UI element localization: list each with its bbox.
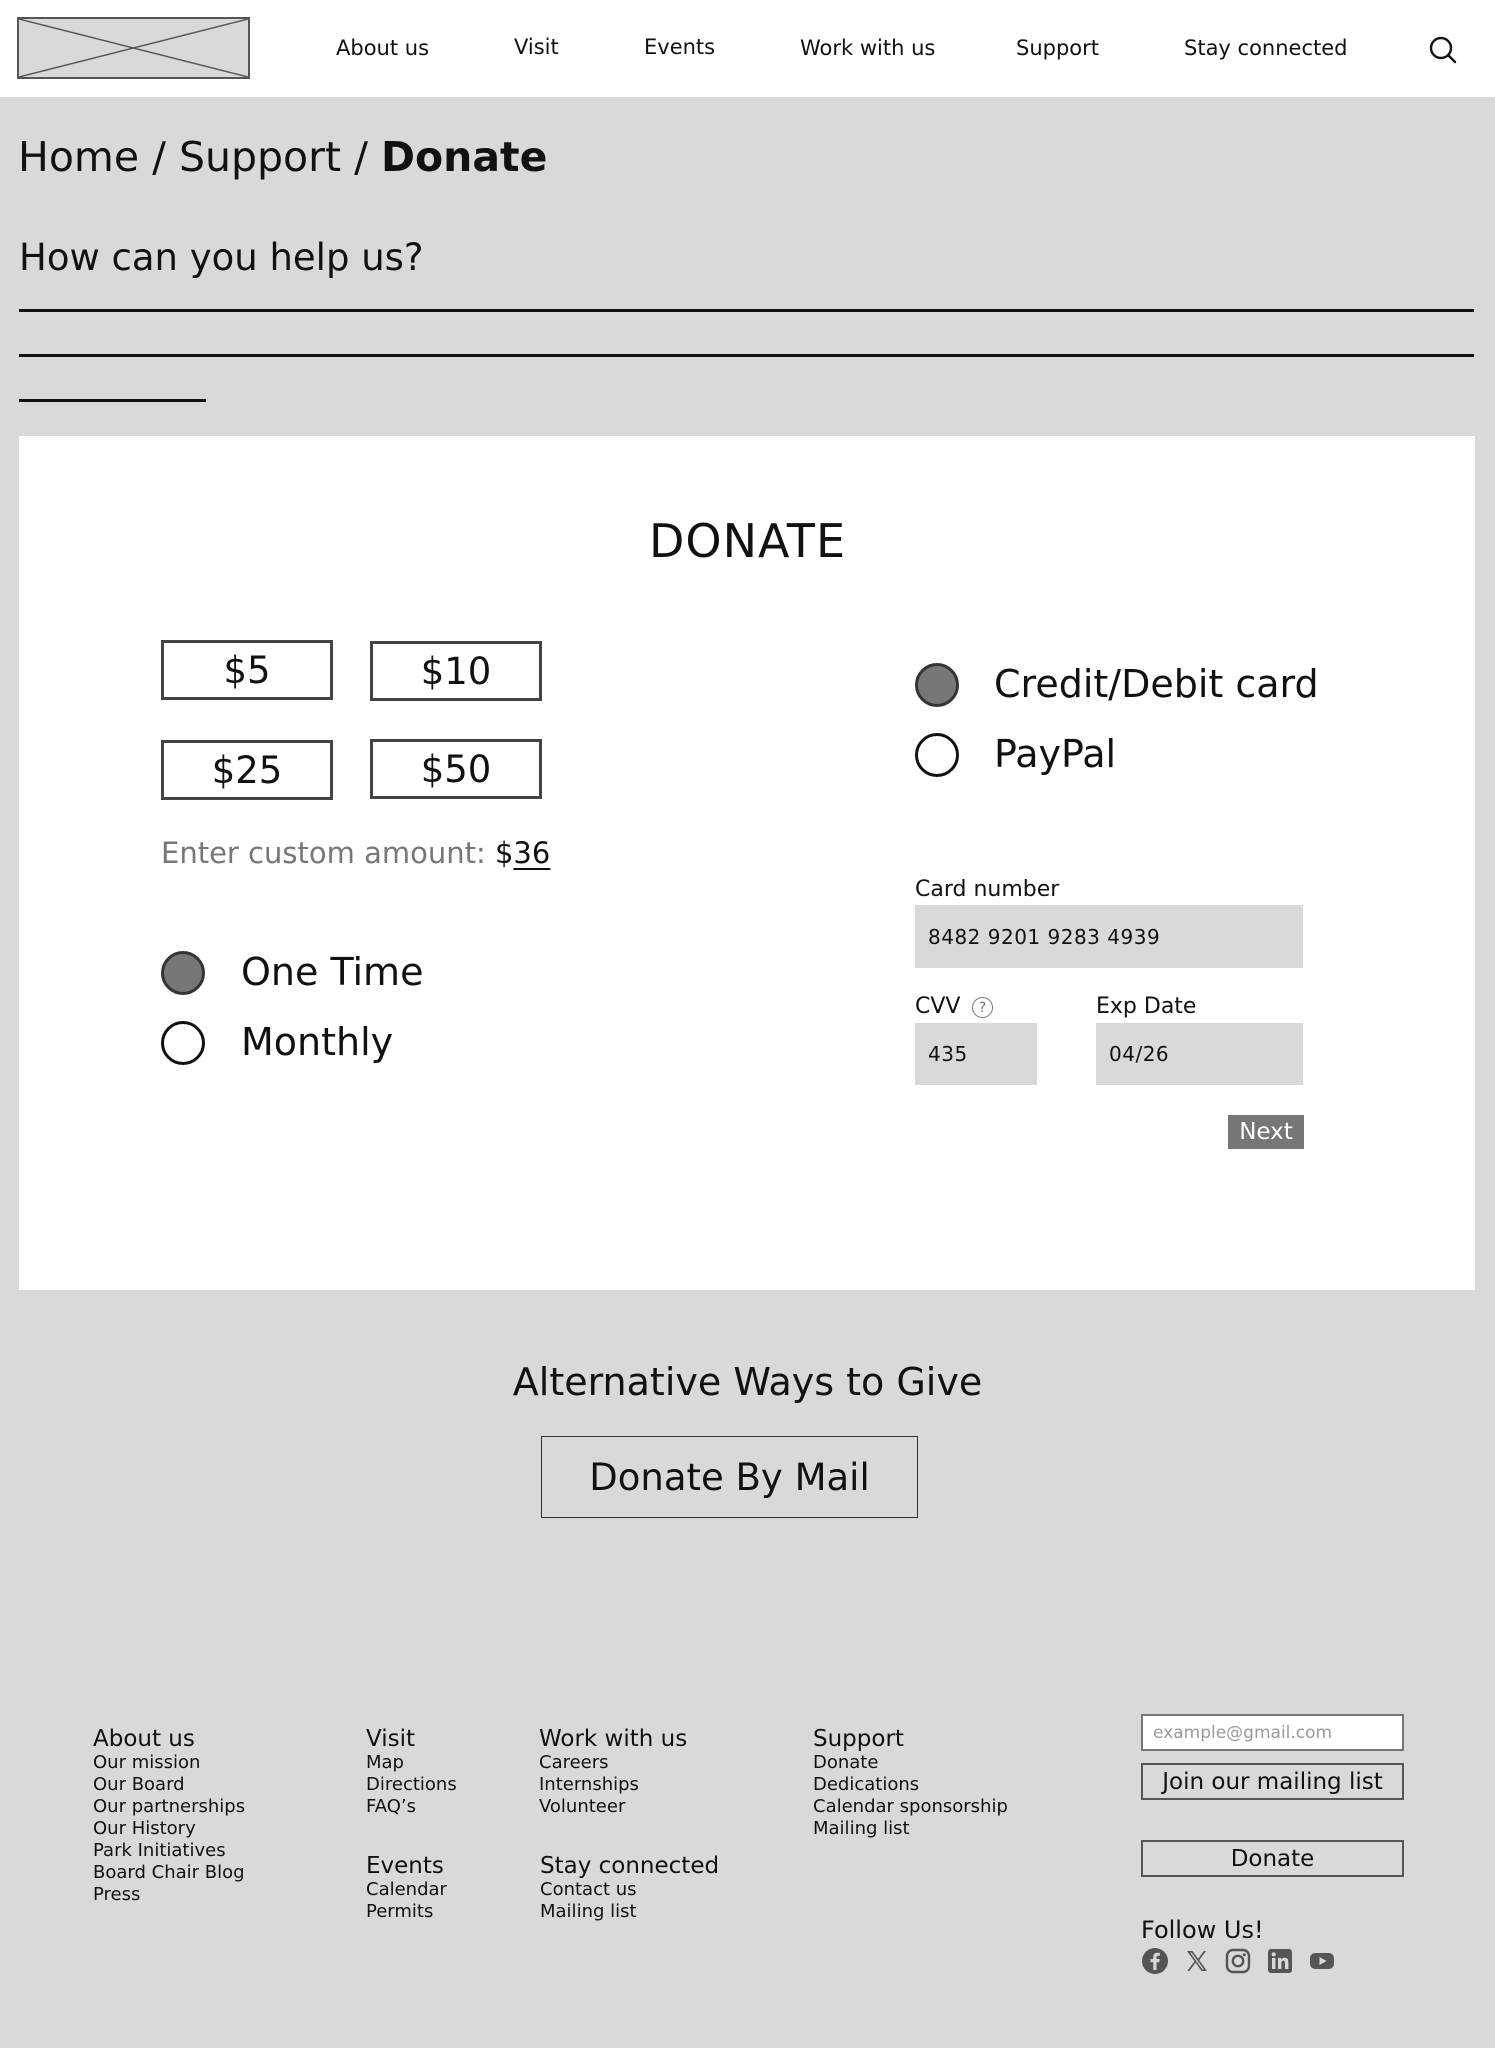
youtube-icon[interactable]	[1308, 1947, 1336, 1975]
nav-events[interactable]: Events	[644, 35, 716, 59]
footer-donate-button[interactable]: Donate	[1141, 1840, 1404, 1877]
facebook-icon[interactable]	[1141, 1947, 1169, 1975]
text-placeholder-line	[19, 399, 206, 402]
footer-link[interactable]: Directions	[366, 1774, 457, 1795]
breadcrumb	[18, 133, 547, 181]
footer-events-column	[366, 1853, 447, 1923]
custom-amount-label: Enter custom amount:	[161, 836, 495, 870]
join-mailing-list-button[interactable]: Join our mailing list	[1141, 1763, 1404, 1800]
amount-button-25[interactable]: $25	[161, 740, 333, 800]
footer-link[interactable]: Map	[366, 1752, 404, 1773]
footer-link[interactable]: Our mission	[93, 1752, 201, 1773]
footer-work-column	[539, 1726, 687, 1818]
instagram-icon[interactable]	[1224, 1947, 1252, 1975]
donate-by-mail-button[interactable]: Donate By Mail	[541, 1436, 918, 1518]
radio-monthly-label[interactable]: Monthly	[241, 1020, 394, 1064]
text-placeholder-line	[19, 309, 1474, 312]
footer-support-column	[813, 1726, 1008, 1840]
nav-support[interactable]: Support	[1016, 36, 1100, 60]
footer-link[interactable]: Mailing list	[813, 1818, 910, 1839]
breadcrumb-separator: /	[139, 133, 179, 181]
radio-monthly[interactable]	[161, 1021, 205, 1065]
footer-link[interactable]: Calendar	[366, 1879, 447, 1900]
amount-button-50[interactable]: $50	[370, 739, 542, 799]
radio-credit-card[interactable]	[915, 663, 959, 707]
footer-heading-visit[interactable]: Visit	[366, 1726, 416, 1752]
footer-link[interactable]: Contact us	[540, 1879, 637, 1900]
footer-link[interactable]: Our Board	[93, 1774, 185, 1795]
footer-about-column	[93, 1726, 245, 1906]
exp-date-field[interactable]: 04/26	[1096, 1023, 1303, 1085]
nav-work-with-us[interactable]: Work with us	[800, 36, 936, 60]
footer-link[interactable]: Donate	[813, 1752, 879, 1773]
footer-link[interactable]: Dedications	[813, 1774, 920, 1795]
linkedin-icon[interactable]	[1266, 1947, 1294, 1975]
footer-link[interactable]: Our History	[93, 1818, 196, 1839]
footer-heading-events[interactable]: Events	[366, 1853, 444, 1879]
donate-title: DONATE	[648, 514, 847, 568]
footer-link[interactable]: Volunteer	[539, 1796, 626, 1817]
footer-visit-column	[366, 1726, 457, 1818]
footer-link[interactable]: Internships	[539, 1774, 639, 1795]
footer-link[interactable]: FAQ’s	[366, 1796, 416, 1817]
custom-amount-currency: $	[494, 836, 514, 870]
radio-paypal[interactable]	[915, 733, 959, 777]
breadcrumb-support[interactable]: Support	[178, 133, 342, 181]
footer-heading-support[interactable]: Support	[813, 1726, 904, 1752]
footer-link[interactable]: Calendar sponsorship	[813, 1796, 1008, 1817]
text-placeholder-line	[19, 354, 1474, 357]
radio-credit-card-label[interactable]: Credit/Debit card	[994, 662, 1319, 706]
alternative-ways-heading: Alternative Ways to Give	[512, 1360, 983, 1404]
footer-link[interactable]: Park Initiatives	[93, 1840, 226, 1861]
nav-stay-connected[interactable]: Stay connected	[1184, 36, 1348, 60]
footer-link[interactable]: Mailing list	[540, 1901, 637, 1922]
nav-about-us[interactable]: About us	[336, 36, 430, 60]
radio-one-time-label[interactable]: One Time	[241, 950, 424, 994]
footer-link[interactable]: Permits	[366, 1901, 434, 1922]
cvv-field[interactable]: 435	[915, 1023, 1037, 1085]
help-heading: How can you help us?	[19, 236, 424, 279]
card-number-field[interactable]: 8482 9201 9283 4939	[915, 905, 1303, 968]
email-field[interactable]: example@gmail.com	[1141, 1714, 1404, 1751]
amount-button-5[interactable]: $5	[161, 640, 333, 700]
follow-us-label: Follow Us!	[1141, 1916, 1264, 1944]
footer-link[interactable]: Our partnerships	[93, 1796, 246, 1817]
next-button[interactable]: Next	[1228, 1115, 1304, 1149]
footer-link[interactable]: Careers	[539, 1752, 609, 1773]
logo-placeholder[interactable]	[17, 17, 250, 79]
footer-heading-about[interactable]: About us	[93, 1726, 195, 1752]
card-number-label: Card number	[915, 877, 1060, 902]
logo-image	[19, 19, 248, 77]
footer-link[interactable]: Board Chair Blog	[93, 1862, 245, 1883]
custom-amount[interactable]	[161, 836, 550, 870]
search-icon[interactable]	[1428, 35, 1458, 65]
footer-heading-work[interactable]: Work with us	[539, 1726, 688, 1752]
help-icon[interactable]: ?	[972, 997, 993, 1018]
breadcrumb-current: Donate	[380, 133, 548, 181]
breadcrumb-separator: /	[341, 133, 381, 181]
footer-stay-column	[540, 1853, 719, 1923]
footer-heading-stay[interactable]: Stay connected	[540, 1853, 720, 1879]
nav-visit[interactable]: Visit	[514, 35, 559, 59]
footer-link[interactable]: Press	[93, 1884, 141, 1905]
cvv-label: CVV	[915, 994, 961, 1019]
exp-date-label: Exp Date	[1096, 994, 1197, 1019]
breadcrumb-home[interactable]: Home	[18, 133, 140, 181]
custom-amount-input[interactable]: 36	[513, 836, 551, 870]
radio-one-time[interactable]	[161, 951, 205, 995]
radio-paypal-label[interactable]: PayPal	[994, 732, 1117, 776]
x-icon[interactable]	[1183, 1947, 1211, 1975]
amount-button-10[interactable]: $10	[370, 641, 542, 701]
